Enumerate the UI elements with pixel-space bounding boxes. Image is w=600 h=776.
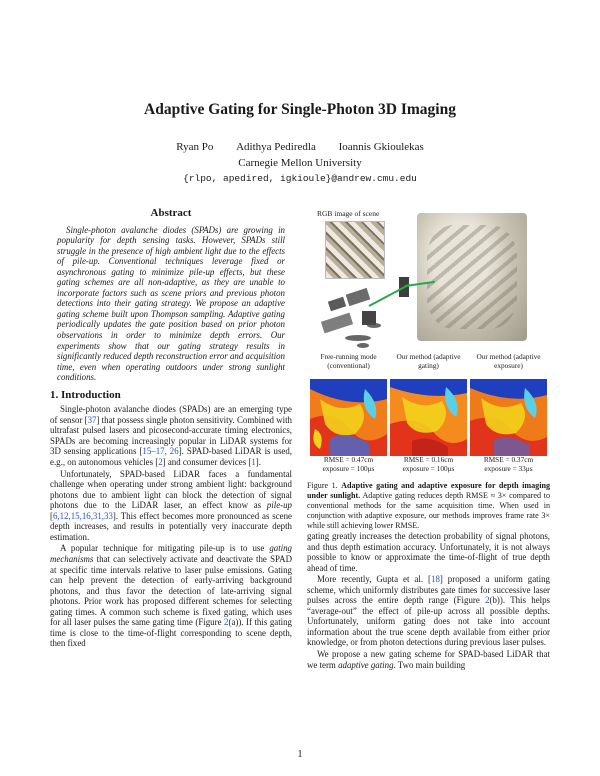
depth-map-adaptive-exposure (470, 379, 547, 456)
citation-link[interactable]: 6,12,15,16,31,33 (52, 510, 113, 521)
author-list (0, 141, 600, 153)
author-name: Ryan Po (176, 141, 214, 153)
panel-stats (390, 456, 467, 473)
author-emails: {rlpo, apedired, igkioule}@andrew.cmu.edu (183, 173, 417, 184)
author-name: Ioannis Gkioulekas (338, 141, 424, 153)
rmse-value: RMSE = 0.37cm (483, 455, 534, 464)
page-number: 1 (297, 749, 303, 760)
shadow-shape (357, 343, 369, 348)
citation-link[interactable]: 37 (87, 414, 97, 425)
affiliation: Carnegie Mellon University (238, 157, 362, 169)
intro-paragraph-3: A popular technique for mitigating pile-up is to use gating mechanisms that can selectively activate and deactivate the SPAD at specific time intervals relative to laser pulse emissions. Gating can help prevent the detection of early-arriving background photons, and thus favor the detection of late-arriving signal photons. Prior work has proposed different schemes for selecting gating times. A common such scheme is fixed gating, which uses for all laser pulses the same gating time (Figure 2(a)). If this gating time is close to the time-of-flight corresponding to scene depth, then fixed (50, 543, 292, 649)
figure-ref-link[interactable]: 2 (485, 595, 490, 606)
depth-map-free-running (310, 379, 387, 456)
rgb-image-label: RGB image of scene (317, 209, 380, 218)
intro-paragraph-1: Single-photon avalanche diodes (SPADs) are an emerging type of sensor [37] that possess single photon sensitivity. Combined with ultrafast pulsed lasers and picosecond-accurate timing electronics, SPADs are becoming increasingly popular in LiDAR systems for 3D sensing applications [15–17, 26]. SPAD-based LiDAR is used, e.g., on autonomous vehicles [2] and consumer devices [1]. (50, 404, 293, 468)
citation-link[interactable]: 15–17, 26 (142, 446, 179, 457)
exposure-value: exposure = 100μs (402, 463, 455, 473)
body-paragraph: We propose a new gating scheme for SPAD-based LiDAR that we term adaptive gating. Two main building (307, 649, 550, 670)
rmse-value: RMSE = 0.16cm (403, 455, 454, 464)
rmse-value: RMSE = 0.47cm (323, 455, 374, 464)
figure-1 (307, 209, 550, 479)
spad-sensor (346, 288, 371, 306)
panel-stats (470, 456, 547, 473)
citation-link[interactable]: 1 (251, 457, 256, 468)
panel-stats (310, 456, 387, 473)
abstract-heading: Abstract (150, 207, 192, 219)
intro-paragraph-2: Unfortunately, SPAD-based LiDAR faces a fundamental challenge when operating under strong ambient light: background photons due to ambient light can block the detection of signal photons due to the LiDAR laser, an effect know as pile-up [6,12,15,16,31,33]. This effect becomes more pronounced as scene depth increases, and results in potentially very inaccurate depth estimation. (50, 468, 292, 542)
left-column (50, 208, 292, 649)
exposure-value: exposure = 33μs (484, 463, 533, 473)
author-name: Adithya Pediredla (236, 141, 316, 153)
lens-tube (321, 313, 353, 334)
laser-device (328, 297, 346, 311)
scene-render-image (417, 213, 527, 341)
panel-header: Our method (adaptive gating) (396, 352, 461, 370)
citation-link[interactable]: 2 (158, 457, 163, 468)
paper-title: Adaptive Gating for Single-Photon 3D Imaging (144, 101, 456, 118)
panel-header: Free-running mode (conventional) (320, 352, 377, 370)
abstract-text: Single-photon avalanche diodes (SPADs) are growing in popularity for depth sensing tasks. However, SPADs still struggle in the presence of high ambient light due to the effects of pile-up. Conventional techniques leverage fixed or asynchronous gating to minimize pile-up effects, but these gating schemes are all non-adaptive, as they are unable to incorporate factors such as scene priors and previous photon detections into their gating strategy. We propose an adaptive gating scheme built upon Thompson sampling. Adaptive gating periodically updates the gate position based on prior photon observations in order to minimize depth errors. Our experiments show that our gating strategy results in significantly reduced depth reconstruction error and acquisition time, even when operating outdoors under strong sunlight conditions. (57, 224, 285, 383)
section-heading: 1. Introduction (50, 388, 121, 401)
body-paragraph: gating greatly increases the detection probability of signal photons, and thus depth estimation accuracy. Unfortunately, it is not always possible to know or approximate the time-of-flight of true depth ahead of time. (307, 531, 550, 573)
rgb-scene-image (325, 221, 385, 279)
panel-header: Our method (adaptive exposure) (476, 352, 541, 370)
shadow-shape (367, 323, 381, 328)
exposure-value: exposure = 100μs (322, 463, 375, 473)
figure-ref-link[interactable]: 2 (224, 617, 229, 628)
right-column (307, 531, 550, 670)
body-paragraph: More recently, Gupta et al. [18] proposed a uniform gating scheme, which uniformly distributes gate times for successive laser pulses across the entire depth range (Figure 2(b)). This helps “average-out” the effect of pile-up across all possible depths. Unfortunately, uniform gating does not take into account information about the true scene depth available from either prior knowledge, or from photon detections during previous laser pulses. (307, 574, 551, 648)
shadow-shape (345, 335, 371, 341)
depth-map-adaptive-gating (390, 379, 467, 456)
figure-caption: Figure 1. Adaptive gating and adaptive exposure for depth imaging under sunlight. Adaptive gating reduces depth RMSE ≈ 3× compared to conventional methods for the same acquisition time. When used in conjunction with adaptive exposure, our methods improves frame rate 3× while still achieving lower RMSE. (307, 481, 551, 530)
citation-link[interactable]: 18 (431, 574, 440, 585)
